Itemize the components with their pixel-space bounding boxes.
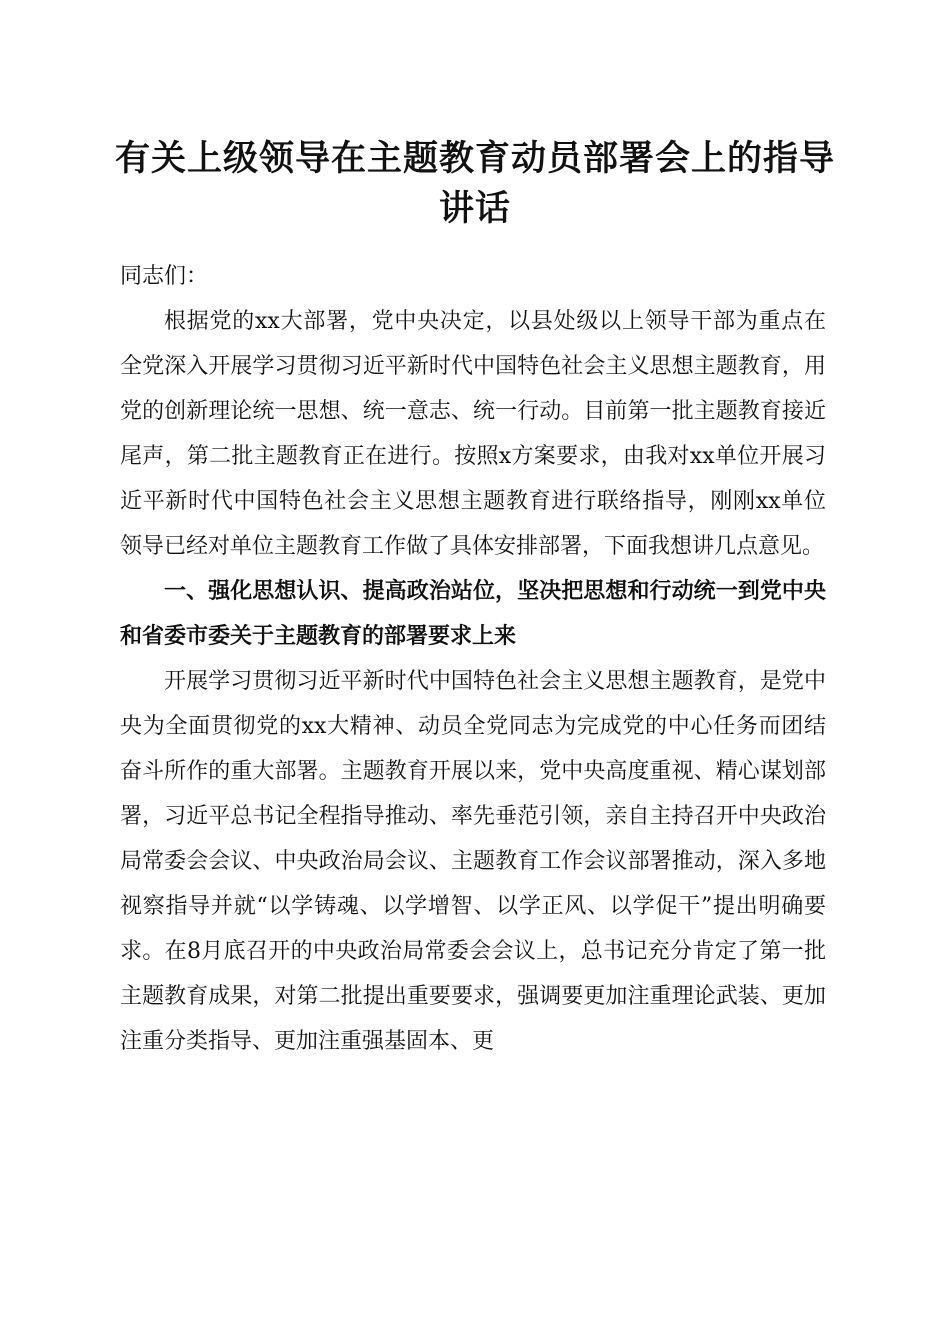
- paragraph-1: 根据党的xx大部署，党中央决定，以县处级以上领导干部为重点在全党深入开展学习贯彻习近平新时代中国特色社会主义思想主题教育，用党的创新理论统一思想、统一意志、统一行动。目前第一批主题教育接近尾声，第二批主题教育正在进行。按照x方案要求，由我对xx单位开展习近平新时代中国特色社会主义思想主题教育进行联络指导，刚刚xx单位领导已经对单位主题教育工作做了具体安排部署，下面我想讲几点意见。: [120, 309, 826, 559]
- document-body: [120, 254, 826, 1064]
- salutation: 同志们：: [120, 264, 209, 289]
- paragraph-2: 开展学习贯彻习近平新时代中国特色社会主义思想主题教育，是党中央为全面贯彻党的xx大精神、动员全党同志为完成党的中心任务而团结奋斗所作的重大部署。主题教育开展以来，党中央高度重视、精心谋划部署，习近平总书记全程指导推动、率先垂范引领，亲自主持召开中央政治局常委会会议、中央政治局会议、主题教育工作会议部署推动，深入多地视察指导并就“以学铸魂、以学增智、以学正风、以学促干”提出明确要求。在8月底召开的中央政治局常委会会议上，总书记充分肯定了第一批主题教育成果，对第二批提出重要要求，强调要更加注重理论武装、更加注重分类指导、更加注重强基固本、更: [120, 669, 826, 1054]
- document-title: 有关上级领导在主题教育动员部署会上的指导讲话: [114, 138, 835, 229]
- section-heading-1: 一、强化思想认识、提高政治站位，坚决把思想和行动统一到党中央和省委市委关于主题教育的部署要求上来: [120, 579, 826, 649]
